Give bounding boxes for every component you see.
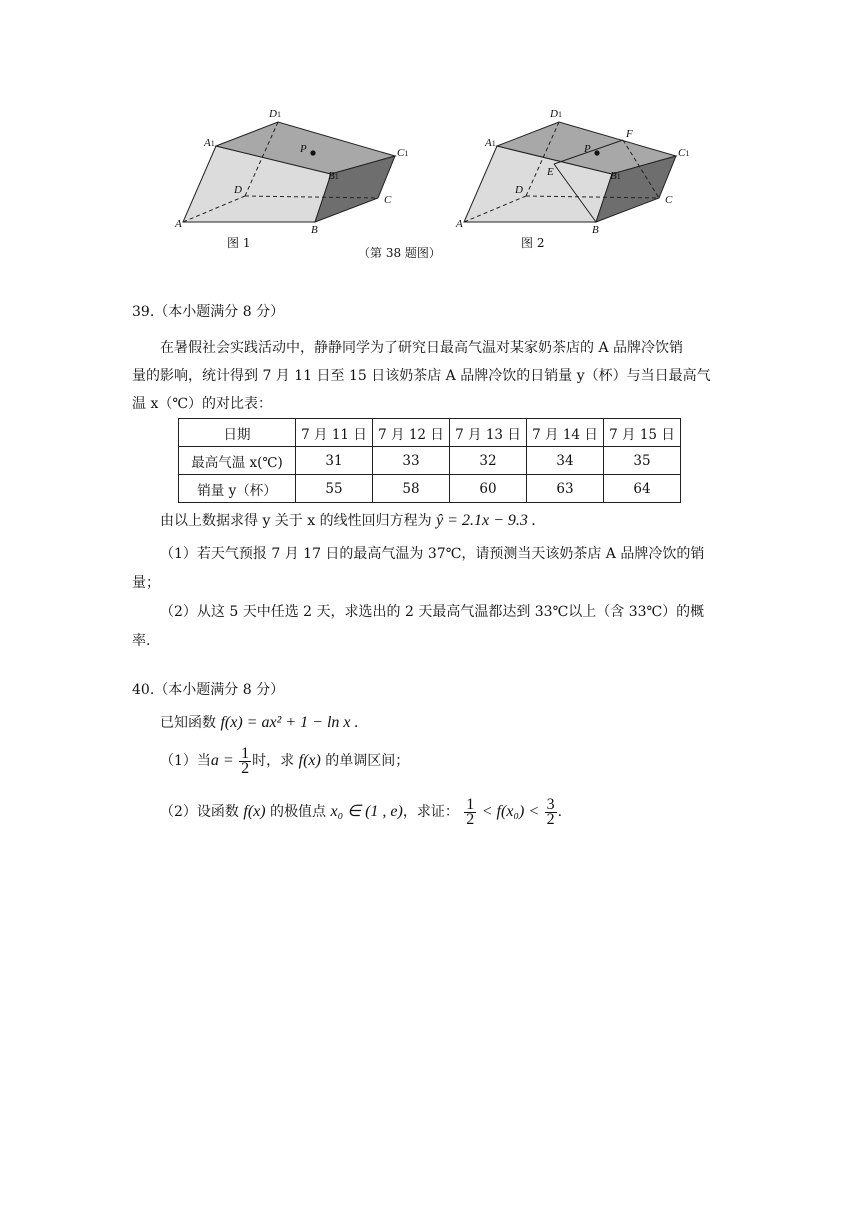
table-header-row [179,419,681,447]
fraction-numerator: 3 [546,795,555,813]
fraction-numerator: 1 [241,744,250,762]
q40-part2-line [160,797,562,827]
q40-part2-end: . [557,804,563,820]
table-header-cell: 7 月 13 日 [450,419,527,447]
q40-part1-variable: a = [210,752,234,769]
table-cell: 最高气温 x(℃) [179,447,296,475]
q40-part1-fraction [239,744,251,777]
label-d-2: D [515,184,523,196]
label-p: P [300,143,307,155]
label-d: D [234,184,242,196]
q39-intro-line2: 量的影响，统计得到 7 月 11 日至 15 日该奶茶店 A 品牌冷饮的日销量 y（杯）与当日最高气 [132,368,711,384]
label-c-2: C [665,194,673,206]
q40-part1-suffix: 的单调区间； [325,753,410,769]
label-b1-2: B1 [610,170,621,182]
label-e: E [547,166,554,178]
q39-part2-line1: （2）从这 5 天中任选 2 天，求选出的 2 天最高气温都达到 33℃以上（含 33℃）的概 [160,604,705,620]
figure-2-label: 图 2 [521,236,545,250]
q40-part2-domain: x₀ ∈ (1 , e) [330,803,403,820]
table-cell: 销量 y（杯） [179,475,296,503]
q40-part2-prefix: （2）设函数 [160,804,239,820]
q40-part1-function: f(x) [298,752,321,769]
table-header-cell: 7 月 15 日 [604,419,681,447]
q39-regression-line [160,511,536,531]
q40-given-text: 已知函数 [160,715,216,731]
figure-1 [0,0,865,270]
fraction-numerator: 1 [466,795,475,813]
label-b: B [311,224,318,236]
label-d1: D1 [269,108,281,120]
label-f: F [626,128,633,140]
label-c1-2: C1 [678,147,690,159]
q39-heading: 39.（本小题满分 8 分） [132,304,285,320]
q39-data-table [178,418,681,503]
table-cell: 31 [296,447,373,475]
table-header-cell: 7 月 11 日 [296,419,373,447]
table-row [179,475,681,503]
q40-part2-middle: 的极值点 [270,804,327,820]
q40-given-line [160,713,359,733]
label-p-2: P [584,143,591,155]
table-cell: 64 [604,475,681,503]
table-cell: 63 [527,475,604,503]
q39-regression-equation: ŷ = 2.1x − 9.3 . [436,512,536,529]
figure-caption: （第 38 题图） [358,246,441,260]
q39-part1-line2: 量； [132,575,160,591]
label-a1: A1 [204,137,215,149]
table-cell: 60 [450,475,527,503]
q40-part2-function: f(x) [243,803,266,820]
label-b1: B1 [328,170,339,182]
q39-part2-line2: 率. [132,633,151,649]
label-a-2: A [456,218,463,230]
q39-regression-text: 由以上数据求得 y 关于 x 的线性回归方程为 [160,513,432,529]
q40-part2-left-fraction [464,795,476,828]
fig2-point-p [594,150,599,155]
table-header-cell: 日期 [179,419,296,447]
figure-1-label: 图 1 [227,236,251,250]
table-cell: 58 [373,475,450,503]
q40-part2-inequality: < f(x₀) < [481,803,540,820]
label-b-2: B [592,224,599,236]
q40-part1-prefix: （1）当 [160,753,211,769]
table-cell: 34 [527,447,604,475]
table-cell: 32 [450,447,527,475]
table-row [179,447,681,475]
q40-part1-middle: 时，求 [252,753,295,769]
fig1-point-p [310,150,315,155]
table-header-cell: 7 月 12 日 [373,419,450,447]
q39-intro-line1: 在暑假社会实践活动中，静静同学为了研究日最高气温对某家奶茶店的 A 品牌冷饮销 [160,340,684,356]
table-cell: 33 [373,447,450,475]
label-d1-2: D1 [550,108,562,120]
fraction-denominator: 2 [241,759,250,777]
q40-heading: 40.（本小题满分 8 分） [132,682,285,698]
q39-intro-line3: 温 x（℃）的对比表： [132,396,273,412]
fraction-denominator: 2 [466,810,475,828]
q40-function-definition: f(x) = ax² + 1 − ln x . [220,714,359,731]
label-c1: C1 [397,147,409,159]
table-header-cell: 7 月 14 日 [527,419,604,447]
label-c: C [384,194,392,206]
q40-part2-prove: ，求证： [402,804,459,820]
table-cell: 35 [604,447,681,475]
label-a1-2: A1 [485,137,496,149]
label-a: A [175,218,182,230]
fraction-denominator: 2 [546,810,555,828]
q40-part2-right-fraction [545,795,557,828]
q40-part1-line [160,746,409,776]
table-cell: 55 [296,475,373,503]
q39-part1-line1: （1）若天气预报 7 月 17 日的最高气温为 37℃，请预测当天该奶茶店 A 品牌冷饮的销 [160,546,705,562]
